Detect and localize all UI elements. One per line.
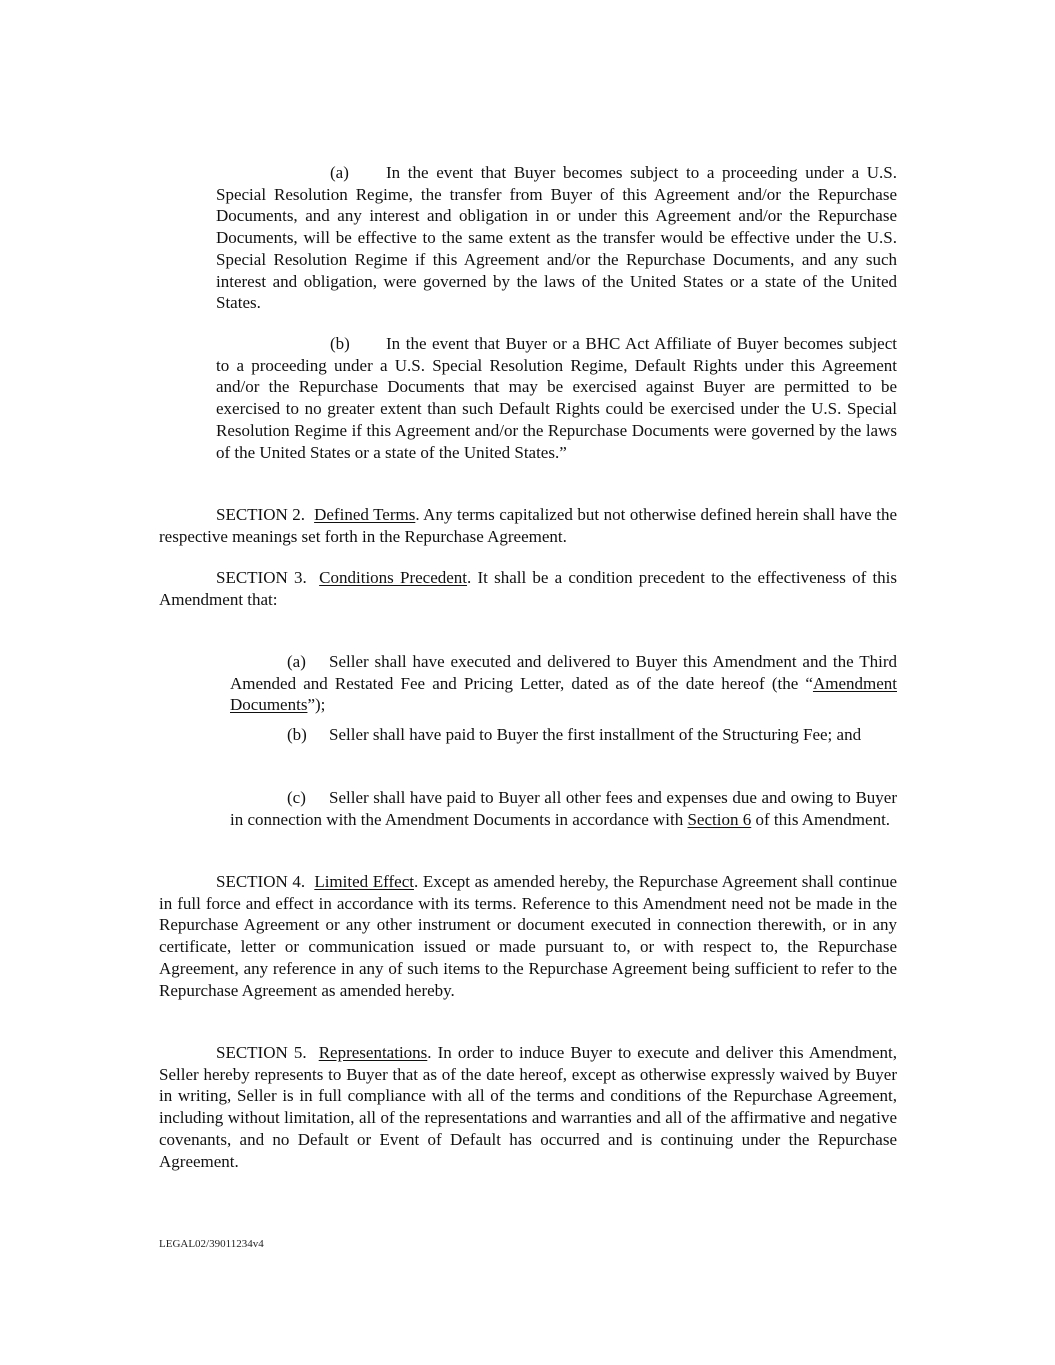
section-3-text: It shall be a condition precedent to the effectiveness of this Amendment that:: [159, 568, 898, 609]
document-footer-id: LEGAL02/39011234v4: [159, 1238, 264, 1250]
section-6-reference: Section 6: [687, 809, 752, 829]
section-4: SECTION 4. Limited Effect. Except as amended hereby, the Repurchase Agreement shall continue in full force and effect in accordance with its terms. Reference to this Amendment need not be made in the Repurchase Agreement or any other instrument or document executed in connection therewith, or in any certificate, letter or communication issued or made pursuant to, or with respect to, the Repurchase Agreement, any reference in any of such items to the Repurchase Agreement being sufficient to refer to the Repurchase Agreement as amended hereby.: [159, 872, 898, 1000]
section-4-heading: Limited Effect: [314, 872, 414, 891]
subsection-b-label: (b): [330, 334, 350, 353]
section-2-number: SECTION 2.: [216, 505, 306, 524]
subsection-b: [216, 333, 897, 463]
condition-b: [230, 724, 897, 746]
condition-a: (a) Seller shall have executed and delivered to Buyer this Amendment and the Third Amended and Restated Fee and Pricing Letter, dated as of the date hereof (the “Amendment Documents”);: [230, 652, 897, 715]
section-5-number: SECTION 5.: [216, 1043, 307, 1062]
subsection-a: [216, 162, 897, 314]
section-5: SECTION 5. Representations. In order to induce Buyer to execute and deliver this Amendment, Seller hereby represents to Buyer that as of the date hereof, except as otherwise expressly waived by Buyer in writing, Seller is in full compliance with all of the terms and conditions of the Repurchase Agreement, including without limitation, all of the representations and warranties and all of the affirmative and negative covenants, and no Default or Event of Default has occurred and is continuing under the Repurchase Agreement.: [159, 1043, 898, 1171]
condition-c-label: (c): [287, 788, 306, 807]
section-5-text: In order to induce Buyer to execute and deliver this Amendment, Seller hereby represents to Buyer that as of the date hereof, except as otherwise expressly waived by Buyer in writing, Seller is in full compliance with all of the terms and conditions of the Repurchase Agreement, including without limitation, all of the representations and warranties and all of the affirmative and negative covenants, and no Default or Event of Default has occurred and is continuing under the Repurchase Agreement.: [159, 1043, 898, 1171]
defined-term-amendment-documents: Amendment Documents: [230, 673, 897, 715]
section-2-text: Any terms capitalized but not otherwise defined herein shall have the respective meanings set forth in the Repurchase Agreement.: [159, 505, 898, 546]
condition-b-label: (b): [287, 725, 307, 744]
subsection-b-text: In the event that Buyer or a BHC Act Affiliate of Buyer becomes subject to a proceeding under a U.S. Special Resolution Regime, Default Rights under this Agreement and/or the Repurchase Documents that may be exercised against Buyer are permitted to be exercised to no greater extent than such Default Rights could be exercised under the U.S. Special Resolution Regime if this Agreement and/or the Repurchase Documents were governed by the laws of the United States or a state of the United States.”: [216, 334, 897, 462]
subsection-a-text: In the event that Buyer becomes subject to a proceeding under a U.S. Special Resolution Regime, the transfer from Buyer of this Agreement and/or the Repurchase Documents, and any interest and obligation in or under this Agreement and/or the Repurchase Documents, will be effective to the same extent as the transfer would be effective under the U.S. Special Resolution Regime if this Agreement and/or the Repurchase Documents, and any such interest and obligation, were governed by the laws of the United States or a state of the United States.: [216, 163, 897, 313]
section-3-number: SECTION 3.: [216, 568, 307, 587]
condition-c: (c) Seller shall have paid to Buyer all other fees and expenses due and owing to Buyer in connection with the Amendment Documents in accordance with Section 6 of this Amendment.: [230, 788, 897, 829]
section-2-heading: Defined Terms: [314, 505, 416, 524]
section-3: SECTION 3. Conditions Precedent. It shall be a condition precedent to the effectiveness of this Amendment that:: [159, 568, 898, 609]
subsection-a-label: (a): [330, 163, 349, 182]
section-3-heading: Conditions Precedent: [319, 568, 468, 587]
condition-a-label: (a): [287, 652, 306, 671]
section-5-heading: Representations: [318, 1043, 428, 1062]
section-2: SECTION 2. Defined Terms. Any terms capitalized but not otherwise defined herein shall have the respective meanings set forth in the Repurchase Agreement.: [159, 505, 898, 546]
section-4-number: SECTION 4.: [216, 872, 306, 891]
section-4-text: Except as amended hereby, the Repurchase Agreement shall continue in full force and effect in accordance with its terms. Reference to this Amendment need not be made in the Repurchase Agreement or any other instrument or document executed in connection therewith, or in any certificate, letter or communication issued or made pursuant to, or with respect to, the Repurchase Agreement, any reference in any of such items to the Repurchase Agreement being sufficient to refer to the Repurchase Agreement as amended hereby.: [159, 872, 898, 1000]
condition-b-text: Seller shall have paid to Buyer the first installment of the Structuring Fee; and: [329, 725, 862, 744]
